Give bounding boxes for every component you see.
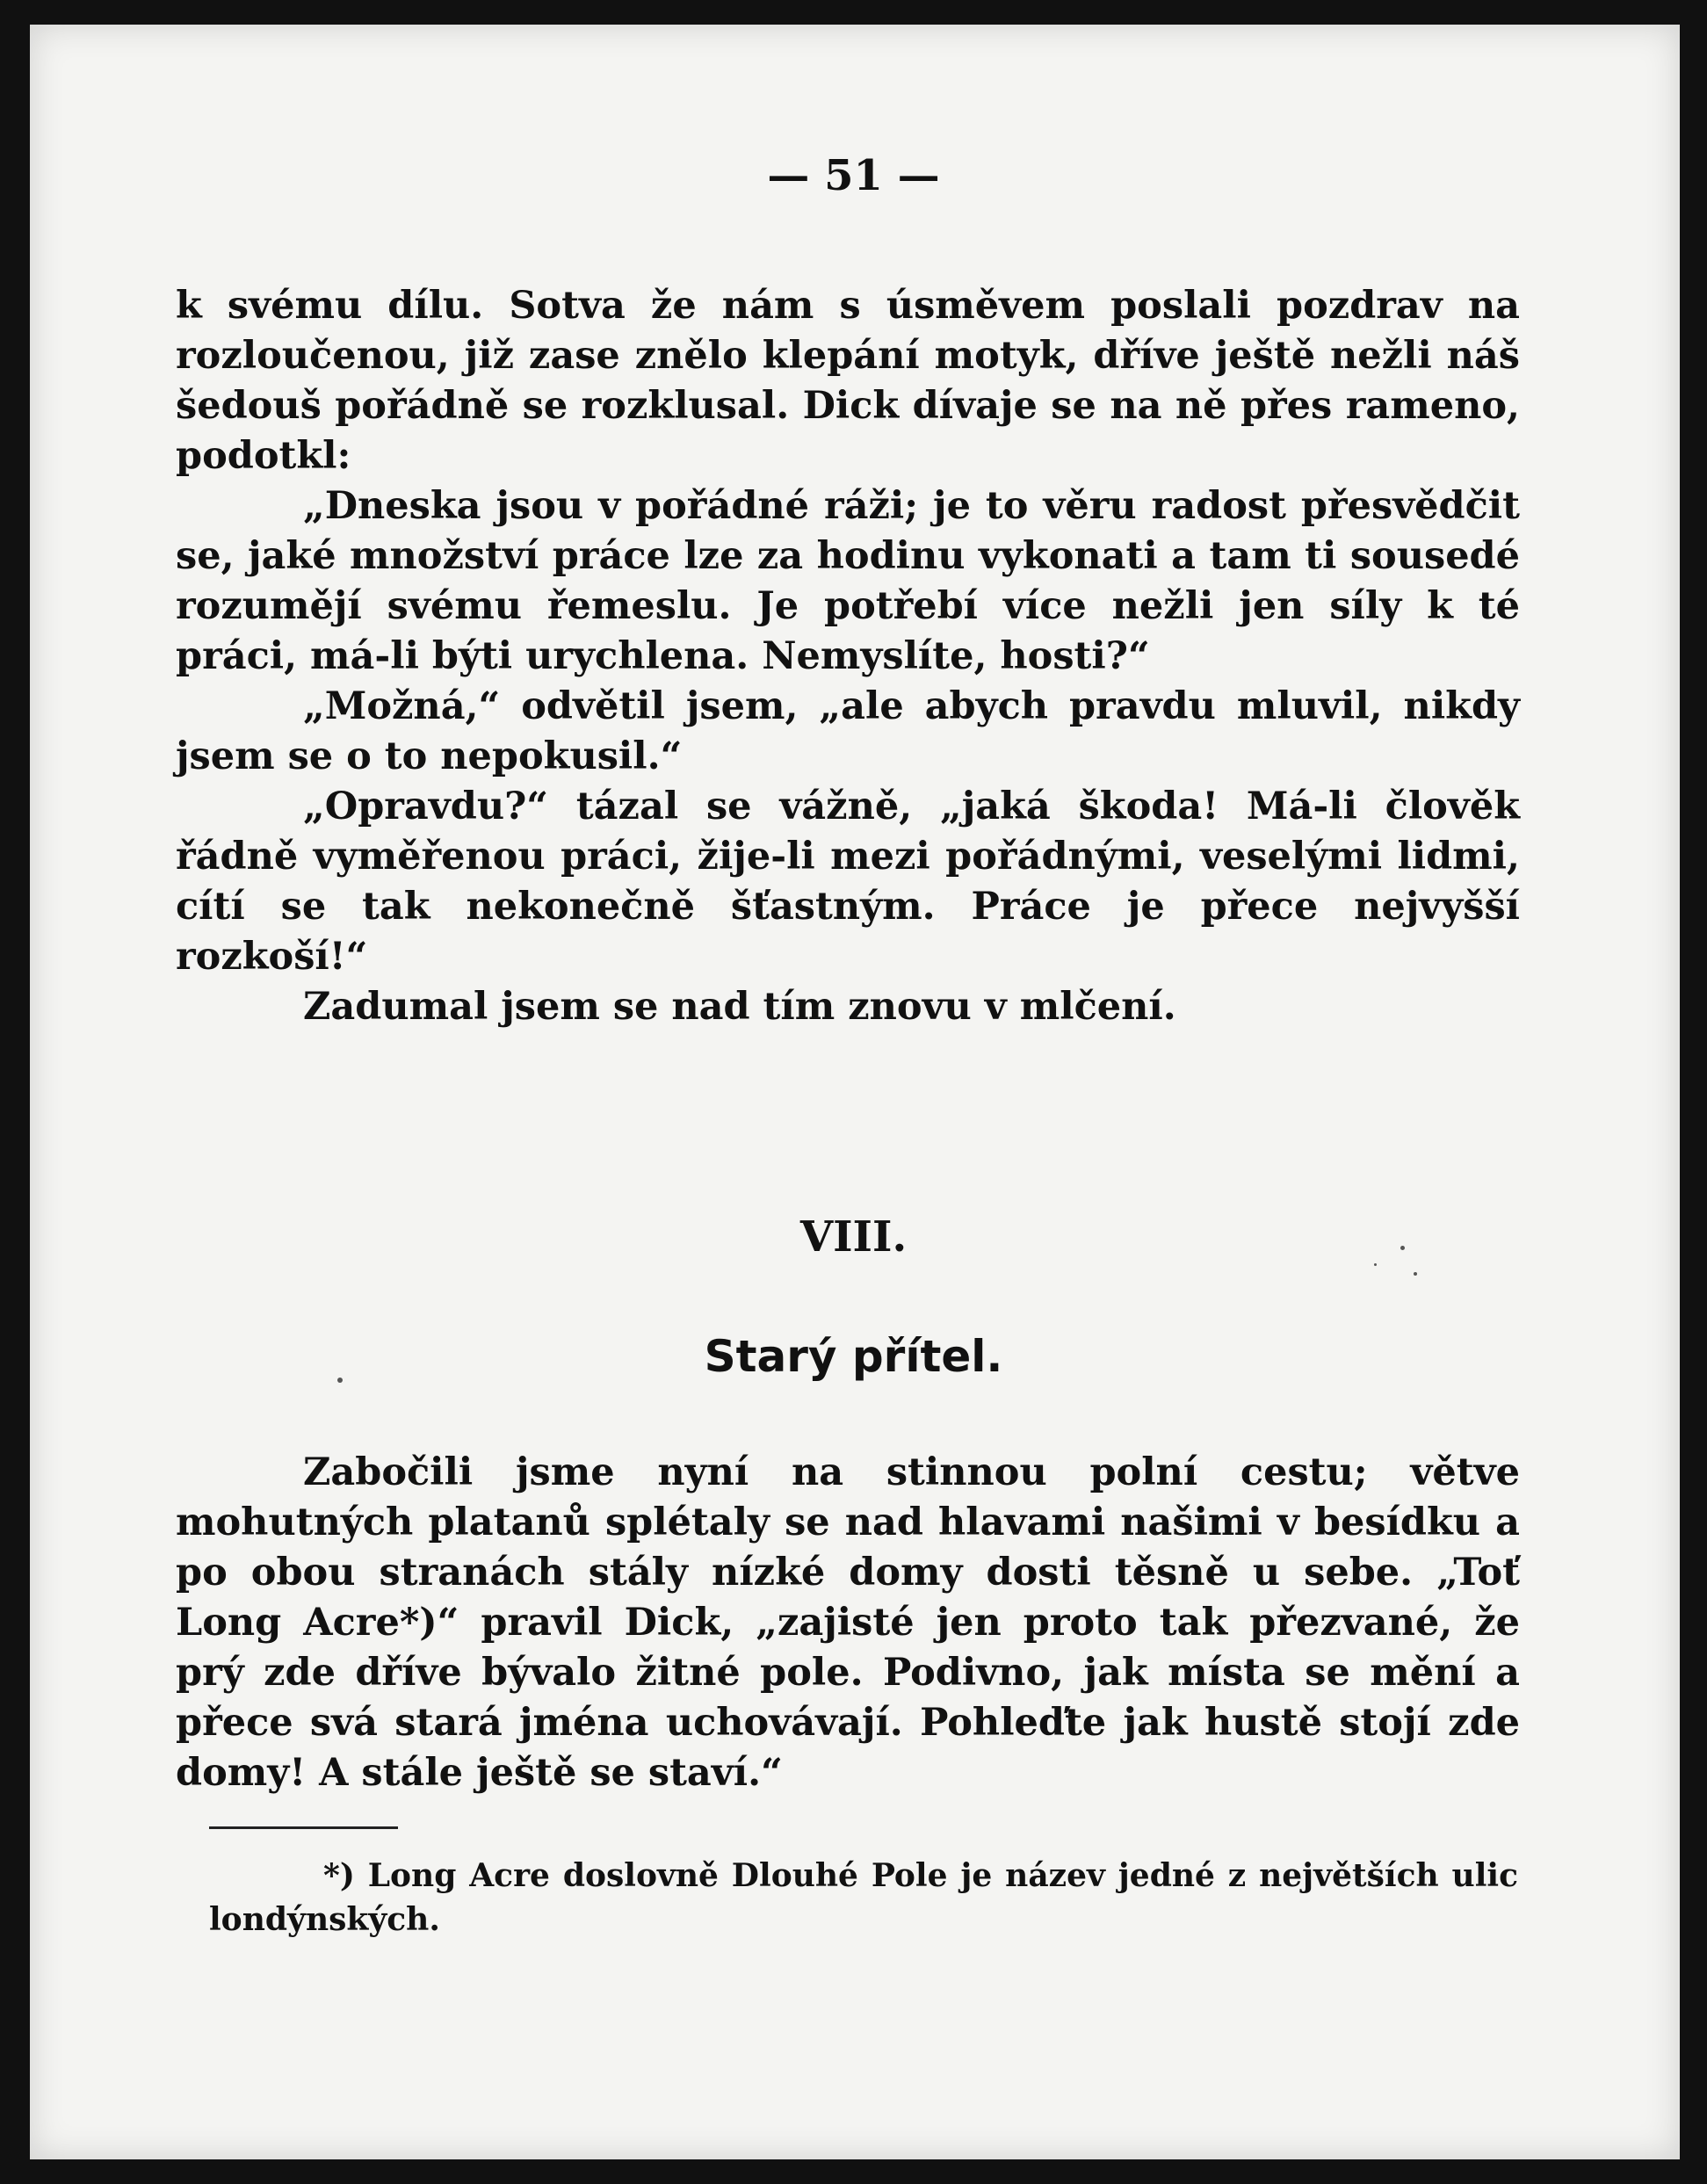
paragraph: „Opravdu?“ tázal se vážně, „jaká škoda! Má-li člověk řádně vyměřenou práci, žije-li mezi pořádnými, veselými lidmi, cítí se tak nekonečně šťastným. Práce je přece nejvyšší rozkoší!“ xyxy=(176,785,1520,979)
chapter-number: VIII. xyxy=(799,1212,908,1262)
dust-speck xyxy=(1414,1272,1417,1276)
paragraph: k svému dílu. Sotva že nám s úsměvem poslali pozdrav na rozloučenou, již zase znělo klepání motyk, dříve ještě nežli náš šedouš pořádně se rozklusal. Dick dívaje se na ně přes rameno, podotkl: xyxy=(176,284,1520,478)
body-text-top xyxy=(176,281,1520,1032)
paragraph: Zabočili jsme nyní na stinnou polní cestu; větve mohutných platanů splétaly se nad hlavami našimi v besídku a po obou stranách stály nízké domy dosti těsně u sebe. „Toť Long Acre*)“ pravil Dick, „zajisté jen proto tak přezvané, že prý zde dříve bývalo žitné pole. Podivno, jak místa se mění a přece svá stará jména uchovávají. Pohleďte jak hustě stojí zde domy! A stále ještě se staví.“ xyxy=(176,1450,1520,1795)
page-number: — 51 — xyxy=(767,151,940,200)
body-text-bottom xyxy=(176,1448,1520,1798)
paragraph: „Dneska jsou v pořádné ráži; je to věru radost přesvědčit se, jaké množství práce lze za hodinu vykonati a tam ti sousedé rozumějí svému řemeslu. Je potřebí více nežli jen síly k té práci, má-li býti urychlena. Nemyslíte, hosti?“ xyxy=(176,484,1520,678)
paragraph: „Možná,“ odvětil jsem, „ale abych pravdu mluvil, nikdy jsem se o to nepokusil.“ xyxy=(176,684,1520,778)
chapter-title: Starý přítel. xyxy=(704,1331,1003,1382)
footnote: *) Long Acre doslovně Dlouhé Pole je název jedné z největších ulic londýnských. xyxy=(209,1857,1518,1938)
paragraph: Zadumal jsem se nad tím znovu v mlčení. xyxy=(303,985,1176,1029)
footnote-rule xyxy=(209,1826,398,1829)
dust-speck xyxy=(1374,1263,1377,1266)
